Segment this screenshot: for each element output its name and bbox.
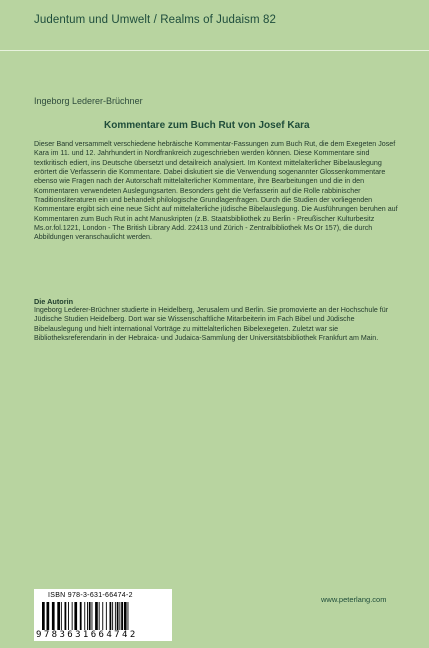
ean-digits: 9783631664742: [36, 630, 138, 640]
barcode-box: [34, 589, 172, 641]
author-name: Ingeborg Lederer-Brüchner: [34, 96, 143, 106]
about-author-text: Ingeborg Lederer-Brüchner studierte in Heidelberg, Jerusalem und Berlin. Sie promovierte an der Hochschule für Jüdische Studien Heidelberg. Dort war sie Wissenschaftliche Mitarbeiterin im Fach Bibel und Jüdische Bibelauslegung und hielt international Vorträge zu mittelalterlichen Bibelexegeten. Zuletzt war sie Bibliotheksreferendarin in der Hebraica- und Judaica-Sammlung der Universitätsbibliothek Frankfurt am Main.: [34, 306, 389, 343]
book-title: Kommentare zum Buch Rut von Josef Kara: [104, 120, 310, 131]
series-title: Judentum und Umwelt / Realms of Judaism 82: [34, 14, 276, 26]
publisher-url[interactable]: www.peterlang.com: [321, 595, 387, 604]
barcode-image: [40, 602, 166, 630]
book-description: Dieser Band versammelt verschiedene hebräische Kommentar-Fassungen zum Buch Rut, die dem Exegeten Josef Kara im 11. und 12. Jahrhundert in Nordfrankreich zugeschrieben werden können. Diese Kommentare sind textkritisch ediert, ins Deutsche übersetzt und detailreich analysiert. Im Kontext mittelalterlicher Bibelauslegung erörtert die Verfasserin die Kommentare. Dabei diskutiert sie die Verwendung sogenannter Glossenkommentare ebenso wie Fragen nach der Autorschaft mittelalterlicher Kommentare, ihre Bearbeitungen und die in den Kommentaren verwendeten Auslegungsarten. Besonders geht die Verfasserin auf die Rolle rabbinischer Traditionsliteraturen ein und behandelt philologische Grundlagenfragen. Durch die Studien der vorliegenden Kommentare ergibt sich eine neue Sicht auf mittelalterliche jüdische Bibelauslegung. Die Ausführungen beruhen auf Kommentaren zum Buch Rut in acht Manuskripten (z.B. Staatsbibliothek zu Berlin - Preußischer Kulturbesitz Ms.or.fol.1221, London - The British Library Add. 22413 und Zürich - Zentralbibliothek Ms Or 157), die durch Abbildungen veranschaulicht werden.: [34, 140, 398, 242]
isbn-label: ISBN 978-3-631-66474-2: [48, 592, 133, 599]
about-author-heading: Die Autorin: [34, 297, 74, 306]
divider: [0, 50, 429, 51]
